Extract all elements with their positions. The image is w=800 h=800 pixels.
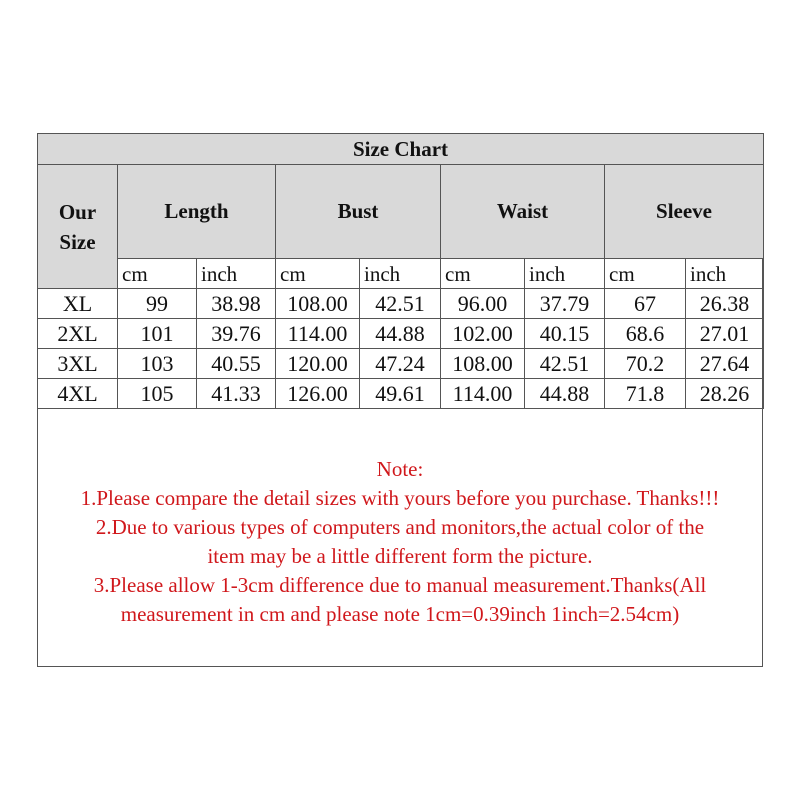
value-cell: 68.6 (605, 319, 686, 349)
title-row (38, 134, 764, 165)
size-cell: 3XL (38, 349, 118, 379)
value-cell: 103 (118, 349, 197, 379)
value-cell: 70.2 (605, 349, 686, 379)
value-cell: 40.55 (197, 349, 276, 379)
unit-label: inch (525, 259, 605, 289)
value-cell: 27.01 (686, 319, 764, 349)
bust-header: Bust (276, 165, 441, 259)
value-cell: 99 (118, 289, 197, 319)
table-row (38, 379, 764, 409)
size-cell: XL (38, 289, 118, 319)
size-cell: 4XL (38, 379, 118, 409)
value-cell: 67 (605, 289, 686, 319)
table-row (38, 349, 764, 379)
value-cell: 26.38 (686, 289, 764, 319)
value-cell: 49.61 (360, 379, 441, 409)
value-cell: 28.26 (686, 379, 764, 409)
value-cell: 40.15 (525, 319, 605, 349)
value-cell: 105 (118, 379, 197, 409)
note-heading: Note: (376, 457, 424, 481)
value-cell: 101 (118, 319, 197, 349)
size-cell: 2XL (38, 319, 118, 349)
unit-label: cm (118, 259, 197, 289)
value-cell: 27.64 (686, 349, 764, 379)
table-row (38, 319, 764, 349)
value-cell: 37.79 (525, 289, 605, 319)
our-size-header (38, 165, 118, 289)
value-cell: 108.00 (441, 349, 525, 379)
value-cell: 42.51 (360, 289, 441, 319)
note-line-1: 1.Please compare the detail sizes with yours before you purchase. Thanks!!! (80, 486, 720, 510)
value-cell: 108.00 (276, 289, 360, 319)
unit-label: inch (686, 259, 764, 289)
value-cell: 114.00 (276, 319, 360, 349)
value-cell: 96.00 (441, 289, 525, 319)
value-cell: 114.00 (441, 379, 525, 409)
value-cell: 44.88 (360, 319, 441, 349)
value-cell: 102.00 (441, 319, 525, 349)
value-cell: 120.00 (276, 349, 360, 379)
value-cell: 47.24 (360, 349, 441, 379)
note-line-2b: item may be a little different form the picture. (207, 544, 593, 568)
table-title: Size Chart (38, 134, 764, 165)
value-cell: 41.33 (197, 379, 276, 409)
unit-label: cm (441, 259, 525, 289)
value-cell: 44.88 (525, 379, 605, 409)
notes-section (38, 455, 762, 629)
unit-label: cm (276, 259, 360, 289)
note-line-3a: 3.Please allow 1-3cm difference due to manual measurement.Thanks(All (93, 573, 707, 597)
unit-header-row (38, 259, 764, 289)
value-cell: 71.8 (605, 379, 686, 409)
value-cell: 42.51 (525, 349, 605, 379)
size-chart-table (37, 133, 764, 409)
note-line-3b: measurement in cm and please note 1cm=0.39inch 1inch=2.54cm) (120, 602, 680, 626)
our-size-line2: Size (59, 229, 96, 254)
value-cell: 126.00 (276, 379, 360, 409)
our-size-line1: Our (58, 199, 97, 224)
unit-label: cm (605, 259, 686, 289)
sleeve-header: Sleeve (605, 165, 764, 259)
length-header: Length (118, 165, 276, 259)
waist-header: Waist (441, 165, 605, 259)
value-cell: 39.76 (197, 319, 276, 349)
unit-label: inch (360, 259, 441, 289)
table-row (38, 289, 764, 319)
note-line-2a: 2.Due to various types of computers and monitors,the actual color of the (95, 515, 705, 539)
unit-label: inch (197, 259, 276, 289)
value-cell: 38.98 (197, 289, 276, 319)
group-header-row (38, 165, 764, 259)
